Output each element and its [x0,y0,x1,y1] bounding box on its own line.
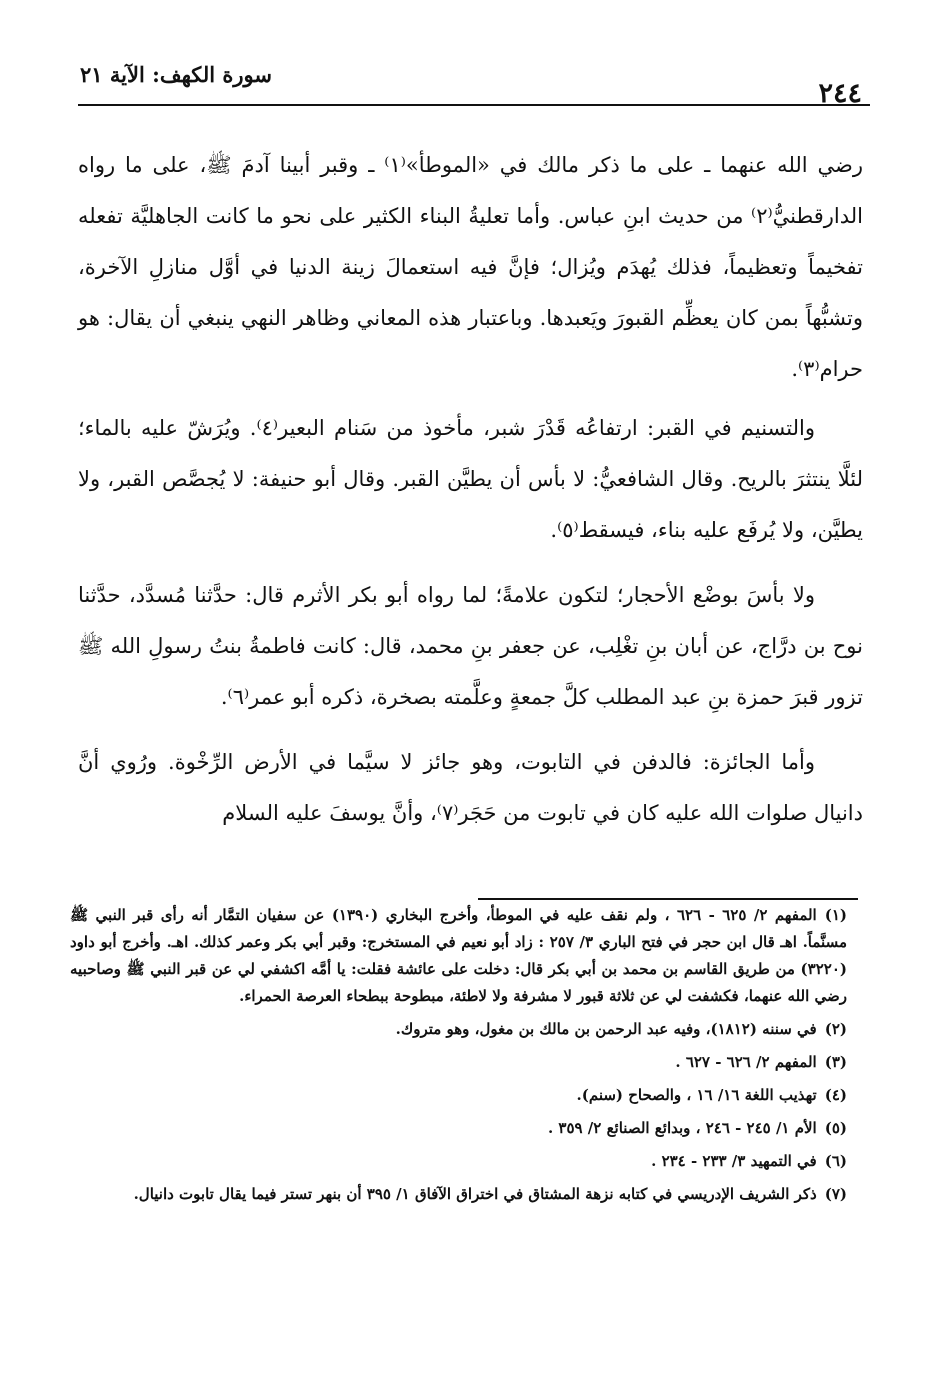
footnote-text: المفهم ٢/ ٦٢٦ - ٦٢٧ . [675,1053,817,1071]
footnote [70,1049,847,1076]
footnote-number: (١) [824,906,848,924]
footnote-text: في سننه (١٨١٢)، وفيه عبد الرحمن بن مالك بن مغول، وهو متروك. [395,1020,817,1038]
footnote [70,1082,847,1109]
paragraph: رضي الله عنهما ـ على ما ذكر مالك في «الموطأ»⁽١⁾ ـ وقبر أبينا آدمَ ﷺ، على ما رواه الدارقطنيُّ⁽٢⁾ من حديث ابنِ عباس. وأما تعليةُ البناء الكثير على نحو ما كانت الجاهليَّة تفعله تفخيماً وتعظيماً، فذلك يُهدَم ويُزال؛ فإنَّ فيه استعمالَ زينة الدنيا في أوَّل منازلِ الآخرة، وتشبُّهاً بمن كان يعظِّم القبورَ ويَعبدها. وباعتبار هذه المعاني وظاهر النهي ينبغي أن يقال: هو حرام⁽٣⁾. [78,153,863,381]
footnote-number: (٥) [824,1119,847,1137]
footnote-number: (٣) [824,1053,847,1071]
footnote-number: (٢) [824,1020,847,1038]
running-title: سورة الكهف: الآية ٢١ [80,62,272,87]
footnote-text: المفهم ٢/ ٦٢٥ - ٦٢٦ ، ولم نقف عليه في الموطأ، وأخرج البخاري (١٣٩٠) عن سفيان التمَّار أنه رأى قبر النبي ﷺ مسنَّماً. اهـ قال ابن حجر في فتح الباري ٣/ ٢٥٧ : زاد أبو نعيم في المستخرج: وقبر أبي بكر وعمر كذلك. اهـ. وأخرج أبو داود (٣٢٢٠) من طريق القاسم بن محمد بن أبي بكر قال: دخلت على عائشة فقلت: يا أمَّه اكشفي لي عن قبر النبي ﷺ وصاحبيه رضي الله عنهما، فكشفت لي عن ثلاثة قبور لا مشرفة ولا لاطئة، مبطوحة ببطحاء العرصة الحمراء. [70,906,847,1005]
footnote [70,1115,847,1142]
footnotes [70,902,847,1214]
footnote-number: (٧) [824,1185,847,1203]
footnote [70,1016,847,1043]
footnote-number: (٦) [824,1152,847,1170]
footnote-text: الأم ١/ ٢٤٥ - ٢٤٦ ، وبدائع الصنائع ٢/ ٣٥٩ . [547,1119,817,1137]
paragraph: والتسنيم في القبر: ارتفاعُه قَدْرَ شبر، مأخوذ من سَنام البعير⁽٤⁾. ويُرَشّ عليه بالماء؛ لئلَّا ينتثرَ بالريح. وقال الشافعيُّ: لا بأس أن يطيَّن القبر. وقال أبو حنيفة: لا يُجصَّص القبر، ولا يطيَّن، ولا يُرفَع عليه بناء، فيسقط⁽٥⁾. [78,416,863,542]
page-number: ٢٤٤ [818,78,862,109]
footnote [70,902,847,1010]
paragraph: ولا بأسَ بوضْع الأحجار؛ لتكون علامةً؛ لما رواه أبو بكر الأثرم قال: حدَّثنا مُسدَّد، حدَّثنا نوح بن درَّاج، عن أبان بنِ تغْلِب، عن جعفر بنِ محمد، قال: كانت فاطمةُ بنتُ رسولِ الله ﷺ تزور قبرَ حمزة بنِ عبد المطلب كلَّ جمعةٍ وعلَّمته بصخرة، ذكره أبو عمر⁽٦⁾. [78,583,863,709]
footnote-text: ذكر الشريف الإدريسي في كتابه نزهة المشتاق في اختراق الآفاق ١/ ٣٩٥ أن بنهر تستر فيما يقال تابوت دانيال. [133,1185,817,1203]
main-text [78,140,863,851]
header-rule [78,104,870,106]
page-header [78,58,870,109]
footnote-text: في التمهيد ٣/ ٢٣٣ - ٢٣٤ . [651,1152,817,1170]
footnote-separator [478,898,858,900]
footnote-text: تهذيب اللغة ١٦/ ١٦ ، والصحاح (سنم). [576,1086,817,1104]
footnote [70,1181,847,1208]
footnote-number: (٤) [824,1086,847,1104]
footnote [70,1148,847,1175]
paragraph: وأما الجائزة: فالدفن في التابوت، وهو جائز لا سيَّما في الأرض الرِّخْوة. ورُوي أنَّ دانيال صلوات الله عليه كان في تابوت من حَجَر⁽٧⁾، وأنَّ يوسفَ عليه السلام [78,750,863,825]
